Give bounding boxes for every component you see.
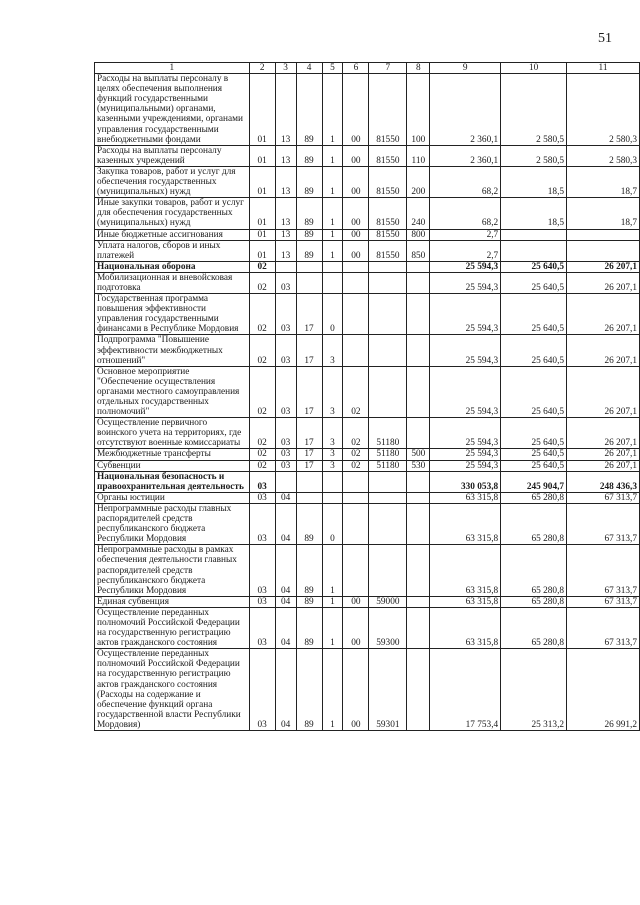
program-code-cell: 17 xyxy=(296,418,322,449)
subsection-code-cell: 04 xyxy=(275,545,296,596)
table-row xyxy=(95,449,640,460)
program-code-cell: 17 xyxy=(296,366,322,417)
program-code-cell: 89 xyxy=(296,229,322,240)
activity-code-cell xyxy=(343,272,369,293)
direction-code-cell xyxy=(369,366,407,417)
table-row xyxy=(95,596,640,607)
amount-year2-cell: 25 640,5 xyxy=(501,335,567,366)
section-code-cell: 02 xyxy=(249,366,275,417)
activity-code-cell: 00 xyxy=(343,596,369,607)
program-code-cell: 17 xyxy=(296,449,322,460)
amount-year2-cell: 25 313,2 xyxy=(501,649,567,731)
table-row xyxy=(95,272,640,293)
direction-code-cell: 81550 xyxy=(369,74,407,146)
subprogram-code-cell xyxy=(322,261,343,272)
amount-year3-cell: 26 207,1 xyxy=(567,335,640,366)
program-code-cell xyxy=(296,471,322,492)
expense-name-cell: Осуществление первичного воинского учета на территориях, где отсутствуют военные комиссариаты xyxy=(95,418,250,449)
amount-year2-cell: 65 280,8 xyxy=(501,492,567,503)
expense-name-cell: Уплата налогов, сборов и иных платежей xyxy=(95,240,250,261)
section-code-cell: 01 xyxy=(249,198,275,229)
amount-year3-cell: 67 313,7 xyxy=(567,492,640,503)
amount-year2-cell xyxy=(501,229,567,240)
column-header: 2 xyxy=(249,63,275,74)
direction-code-cell: 81550 xyxy=(369,145,407,166)
amount-year1-cell: 25 594,3 xyxy=(430,294,501,335)
activity-code-cell xyxy=(343,294,369,335)
section-code-cell: 02 xyxy=(249,261,275,272)
subprogram-code-cell xyxy=(322,471,343,492)
expense-type-code-cell: 240 xyxy=(407,198,430,229)
activity-code-cell xyxy=(343,471,369,492)
expense-type-code-cell: 110 xyxy=(407,145,430,166)
direction-code-cell: 81550 xyxy=(369,229,407,240)
amount-year3-cell: 67 313,7 xyxy=(567,607,640,648)
direction-code-cell: 59300 xyxy=(369,607,407,648)
activity-code-cell: 00 xyxy=(343,166,369,197)
direction-code-cell: 51180 xyxy=(369,460,407,471)
expense-type-code-cell xyxy=(407,261,430,272)
direction-code-cell xyxy=(369,503,407,544)
amount-year2-cell: 18,5 xyxy=(501,198,567,229)
activity-code-cell xyxy=(343,503,369,544)
direction-code-cell xyxy=(369,261,407,272)
subprogram-code-cell: 3 xyxy=(322,449,343,460)
amount-year2-cell: 25 640,5 xyxy=(501,294,567,335)
program-code-cell xyxy=(296,261,322,272)
column-header: 10 xyxy=(501,63,567,74)
expense-name-cell: Национальная оборона xyxy=(95,261,250,272)
amount-year2-cell: 18,5 xyxy=(501,166,567,197)
table-row xyxy=(95,418,640,449)
section-code-cell: 03 xyxy=(249,503,275,544)
expense-type-code-cell xyxy=(407,649,430,731)
subprogram-code-cell: 1 xyxy=(322,145,343,166)
expense-name-cell: Межбюджетные трансферты xyxy=(95,449,250,460)
subsection-code-cell: 03 xyxy=(275,449,296,460)
direction-code-cell: 59000 xyxy=(369,596,407,607)
section-code-cell: 03 xyxy=(249,596,275,607)
activity-code-cell: 00 xyxy=(343,198,369,229)
amount-year3-cell: 26 207,1 xyxy=(567,272,640,293)
amount-year1-cell: 25 594,3 xyxy=(430,272,501,293)
section-code-cell: 02 xyxy=(249,294,275,335)
subsection-code-cell: 03 xyxy=(275,418,296,449)
amount-year3-cell: 26 207,1 xyxy=(567,449,640,460)
amount-year1-cell: 330 053,8 xyxy=(430,471,501,492)
activity-code-cell: 02 xyxy=(343,449,369,460)
amount-year3-cell: 26 991,2 xyxy=(567,649,640,731)
amount-year3-cell: 248 436,3 xyxy=(567,471,640,492)
table-row xyxy=(95,229,640,240)
subprogram-code-cell: 1 xyxy=(322,198,343,229)
section-code-cell: 03 xyxy=(249,545,275,596)
expense-name-cell: Субвенции xyxy=(95,460,250,471)
table-row xyxy=(95,198,640,229)
section-code-cell: 03 xyxy=(249,471,275,492)
column-header: 1 xyxy=(95,63,250,74)
amount-year3-cell: 26 207,1 xyxy=(567,366,640,417)
subsection-code-cell xyxy=(275,471,296,492)
table-row xyxy=(95,294,640,335)
section-code-cell: 03 xyxy=(249,607,275,648)
direction-code-cell: 81550 xyxy=(369,198,407,229)
subsection-code-cell: 03 xyxy=(275,460,296,471)
section-code-cell: 02 xyxy=(249,418,275,449)
activity-code-cell: 00 xyxy=(343,649,369,731)
column-header: 9 xyxy=(430,63,501,74)
subsection-code-cell: 13 xyxy=(275,240,296,261)
expense-name-cell: Непрограммные расходы главных распорядителей средств республиканского бюджета Республики Мордовия xyxy=(95,503,250,544)
subprogram-code-cell: 0 xyxy=(322,294,343,335)
expense-name-cell: Осуществление переданных полномочий Российской Федерации на государственную регистрацию актов гражданского состояния xyxy=(95,607,250,648)
program-code-cell: 89 xyxy=(296,240,322,261)
amount-year2-cell xyxy=(501,240,567,261)
amount-year2-cell: 25 640,5 xyxy=(501,449,567,460)
subsection-code-cell: 04 xyxy=(275,607,296,648)
subsection-code-cell: 04 xyxy=(275,503,296,544)
amount-year1-cell: 2,7 xyxy=(430,229,501,240)
amount-year2-cell: 245 904,7 xyxy=(501,471,567,492)
section-code-cell: 02 xyxy=(249,449,275,460)
direction-code-cell: 81550 xyxy=(369,240,407,261)
expense-type-code-cell: 530 xyxy=(407,460,430,471)
column-header: 3 xyxy=(275,63,296,74)
amount-year2-cell: 25 640,5 xyxy=(501,418,567,449)
expense-name-cell: Иные бюджетные ассигнования xyxy=(95,229,250,240)
column-header: 11 xyxy=(567,63,640,74)
table-row xyxy=(95,492,640,503)
column-header: 6 xyxy=(343,63,369,74)
program-code-cell: 89 xyxy=(296,545,322,596)
subsection-code-cell: 13 xyxy=(275,145,296,166)
activity-code-cell: 00 xyxy=(343,74,369,146)
direction-code-cell xyxy=(369,294,407,335)
subprogram-code-cell xyxy=(322,272,343,293)
subprogram-code-cell: 3 xyxy=(322,366,343,417)
subprogram-code-cell: 1 xyxy=(322,240,343,261)
subprogram-code-cell: 1 xyxy=(322,229,343,240)
amount-year3-cell: 67 313,7 xyxy=(567,503,640,544)
section-code-cell: 01 xyxy=(249,166,275,197)
amount-year3-cell: 67 313,7 xyxy=(567,596,640,607)
subprogram-code-cell: 1 xyxy=(322,545,343,596)
subsection-code-cell: 03 xyxy=(275,294,296,335)
direction-code-cell xyxy=(369,545,407,596)
column-header: 5 xyxy=(322,63,343,74)
amount-year3-cell: 18,7 xyxy=(567,166,640,197)
amount-year1-cell: 25 594,3 xyxy=(430,366,501,417)
expense-name-cell: Иные закупки товаров, работ и услуг для обеспечения государственных (муниципальных) нужд xyxy=(95,198,250,229)
amount-year3-cell: 26 207,1 xyxy=(567,460,640,471)
expense-type-code-cell xyxy=(407,492,430,503)
direction-code-cell xyxy=(369,335,407,366)
direction-code-cell: 51180 xyxy=(369,449,407,460)
expense-name-cell: Мобилизационная и вневойсковая подготовка xyxy=(95,272,250,293)
expense-type-code-cell: 100 xyxy=(407,74,430,146)
subsection-code-cell: 03 xyxy=(275,335,296,366)
table-row xyxy=(95,545,640,596)
amount-year2-cell: 65 280,8 xyxy=(501,607,567,648)
program-code-cell: 89 xyxy=(296,503,322,544)
subsection-code-cell xyxy=(275,261,296,272)
column-header: 4 xyxy=(296,63,322,74)
amount-year3-cell xyxy=(567,240,640,261)
amount-year3-cell xyxy=(567,229,640,240)
activity-code-cell xyxy=(343,545,369,596)
amount-year3-cell: 18,7 xyxy=(567,198,640,229)
amount-year2-cell: 2 580,5 xyxy=(501,74,567,146)
direction-code-cell: 81550 xyxy=(369,166,407,197)
expense-type-code-cell xyxy=(407,503,430,544)
expense-name-cell: Расходы на выплаты персоналу в целях обеспечения выполнения функций государственными (муниципальными) органами, казенными учреждениями, органами управления государственными внебюджетными фондами xyxy=(95,74,250,146)
expense-type-code-cell xyxy=(407,272,430,293)
expense-type-code-cell: 500 xyxy=(407,449,430,460)
subprogram-code-cell: 3 xyxy=(322,335,343,366)
expense-type-code-cell: 850 xyxy=(407,240,430,261)
activity-code-cell xyxy=(343,335,369,366)
program-code-cell: 89 xyxy=(296,145,322,166)
amount-year1-cell: 63 315,8 xyxy=(430,596,501,607)
expense-name-cell: Расходы на выплаты персоналу казенных учреждений xyxy=(95,145,250,166)
expense-type-code-cell: 200 xyxy=(407,166,430,197)
expense-type-code-cell xyxy=(407,366,430,417)
program-code-cell: 17 xyxy=(296,460,322,471)
table-row xyxy=(95,240,640,261)
program-code-cell: 89 xyxy=(296,649,322,731)
section-code-cell: 01 xyxy=(249,145,275,166)
column-header: 8 xyxy=(407,63,430,74)
subsection-code-cell: 13 xyxy=(275,74,296,146)
subsection-code-cell: 13 xyxy=(275,166,296,197)
expense-type-code-cell xyxy=(407,471,430,492)
subprogram-code-cell: 1 xyxy=(322,166,343,197)
column-number-row xyxy=(95,63,640,74)
section-code-cell: 01 xyxy=(249,74,275,146)
amount-year2-cell: 25 640,5 xyxy=(501,460,567,471)
subprogram-code-cell: 0 xyxy=(322,503,343,544)
program-code-cell: 17 xyxy=(296,294,322,335)
expense-name-cell: Непрограммные расходы в рамках обеспечения деятельности главных распорядителей средств республиканского бюджета Республики Мордовия xyxy=(95,545,250,596)
subsection-code-cell: 04 xyxy=(275,596,296,607)
table-row xyxy=(95,335,640,366)
amount-year1-cell: 2 360,1 xyxy=(430,74,501,146)
subprogram-code-cell: 3 xyxy=(322,418,343,449)
amount-year2-cell: 25 640,5 xyxy=(501,261,567,272)
expense-type-code-cell xyxy=(407,596,430,607)
section-code-cell: 03 xyxy=(249,649,275,731)
activity-code-cell: 02 xyxy=(343,418,369,449)
activity-code-cell: 00 xyxy=(343,607,369,648)
program-code-cell: 89 xyxy=(296,607,322,648)
amount-year2-cell: 25 640,5 xyxy=(501,366,567,417)
amount-year1-cell: 25 594,3 xyxy=(430,449,501,460)
expense-name-cell: Закупка товаров, работ и услуг для обеспечения государственных (муниципальных) нужд xyxy=(95,166,250,197)
subprogram-code-cell xyxy=(322,492,343,503)
program-code-cell xyxy=(296,492,322,503)
expense-name-cell: Осуществление переданных полномочий Российской Федерации на государственную регистрацию актов гражданского состояния (Расходы на содержание и обеспечение функций органа государственной власти Республики Мордовия) xyxy=(95,649,250,731)
budget-table xyxy=(94,62,640,731)
expense-type-code-cell xyxy=(407,545,430,596)
table-row xyxy=(95,607,640,648)
table-row xyxy=(95,366,640,417)
subprogram-code-cell: 1 xyxy=(322,649,343,731)
amount-year1-cell: 17 753,4 xyxy=(430,649,501,731)
program-code-cell: 89 xyxy=(296,74,322,146)
amount-year3-cell: 2 580,3 xyxy=(567,74,640,146)
amount-year3-cell: 26 207,1 xyxy=(567,294,640,335)
amount-year1-cell: 25 594,3 xyxy=(430,418,501,449)
subprogram-code-cell: 1 xyxy=(322,74,343,146)
page-number: 51 xyxy=(598,31,612,46)
direction-code-cell xyxy=(369,492,407,503)
table-row xyxy=(95,166,640,197)
section-code-cell: 03 xyxy=(249,492,275,503)
subsection-code-cell: 13 xyxy=(275,198,296,229)
program-code-cell: 89 xyxy=(296,166,322,197)
amount-year2-cell: 65 280,8 xyxy=(501,545,567,596)
table-row xyxy=(95,145,640,166)
amount-year2-cell: 65 280,8 xyxy=(501,503,567,544)
table-row xyxy=(95,503,640,544)
subsection-code-cell: 04 xyxy=(275,649,296,731)
table-row xyxy=(95,471,640,492)
amount-year1-cell: 68,2 xyxy=(430,166,501,197)
activity-code-cell xyxy=(343,261,369,272)
amount-year1-cell: 63 315,8 xyxy=(430,503,501,544)
expense-type-code-cell xyxy=(407,335,430,366)
activity-code-cell: 00 xyxy=(343,229,369,240)
amount-year3-cell: 26 207,1 xyxy=(567,261,640,272)
subprogram-code-cell: 1 xyxy=(322,596,343,607)
amount-year2-cell: 25 640,5 xyxy=(501,272,567,293)
table-row xyxy=(95,649,640,731)
section-code-cell: 01 xyxy=(249,240,275,261)
section-code-cell: 02 xyxy=(249,460,275,471)
expense-name-cell: Национальная безопасность и правоохранительная деятельность xyxy=(95,471,250,492)
subprogram-code-cell: 3 xyxy=(322,460,343,471)
program-code-cell: 89 xyxy=(296,596,322,607)
subsection-code-cell: 03 xyxy=(275,272,296,293)
expense-name-cell: Государственная программа повышения эффективности управления государственными финансами в Республике Мордовия xyxy=(95,294,250,335)
program-code-cell: 17 xyxy=(296,335,322,366)
table-row xyxy=(95,460,640,471)
activity-code-cell: 00 xyxy=(343,145,369,166)
direction-code-cell: 59301 xyxy=(369,649,407,731)
amount-year1-cell: 63 315,8 xyxy=(430,607,501,648)
subsection-code-cell: 13 xyxy=(275,229,296,240)
table-row xyxy=(95,74,640,146)
amount-year2-cell: 2 580,5 xyxy=(501,145,567,166)
amount-year1-cell: 2 360,1 xyxy=(430,145,501,166)
section-code-cell: 02 xyxy=(249,335,275,366)
direction-code-cell xyxy=(369,272,407,293)
activity-code-cell: 02 xyxy=(343,460,369,471)
amount-year1-cell: 25 594,3 xyxy=(430,261,501,272)
subsection-code-cell: 04 xyxy=(275,492,296,503)
expense-type-code-cell: 800 xyxy=(407,229,430,240)
expense-type-code-cell xyxy=(407,294,430,335)
amount-year2-cell: 65 280,8 xyxy=(501,596,567,607)
column-header: 7 xyxy=(369,63,407,74)
amount-year1-cell: 68,2 xyxy=(430,198,501,229)
direction-code-cell: 51180 xyxy=(369,418,407,449)
expense-type-code-cell xyxy=(407,418,430,449)
expense-name-cell: Подпрограмма "Повышение эффективности межбюджетных отношений" xyxy=(95,335,250,366)
activity-code-cell xyxy=(343,492,369,503)
activity-code-cell: 00 xyxy=(343,240,369,261)
amount-year3-cell: 67 313,7 xyxy=(567,545,640,596)
amount-year1-cell: 63 315,8 xyxy=(430,492,501,503)
section-code-cell: 02 xyxy=(249,272,275,293)
program-code-cell: 89 xyxy=(296,198,322,229)
amount-year1-cell: 2,7 xyxy=(430,240,501,261)
amount-year1-cell: 25 594,3 xyxy=(430,460,501,471)
amount-year1-cell: 25 594,3 xyxy=(430,335,501,366)
amount-year1-cell: 63 315,8 xyxy=(430,545,501,596)
amount-year3-cell: 26 207,1 xyxy=(567,418,640,449)
table-row xyxy=(95,261,640,272)
program-code-cell xyxy=(296,272,322,293)
activity-code-cell: 02 xyxy=(343,366,369,417)
amount-year3-cell: 2 580,3 xyxy=(567,145,640,166)
section-code-cell: 01 xyxy=(249,229,275,240)
expense-type-code-cell xyxy=(407,607,430,648)
expense-name-cell: Единая субвенция xyxy=(95,596,250,607)
direction-code-cell xyxy=(369,471,407,492)
subprogram-code-cell: 1 xyxy=(322,607,343,648)
expense-name-cell: Основное мероприятие "Обеспечение осуществления органами местного самоуправления отдельных государственных полномочий" xyxy=(95,366,250,417)
expense-name-cell: Органы юстиции xyxy=(95,492,250,503)
subsection-code-cell: 03 xyxy=(275,366,296,417)
